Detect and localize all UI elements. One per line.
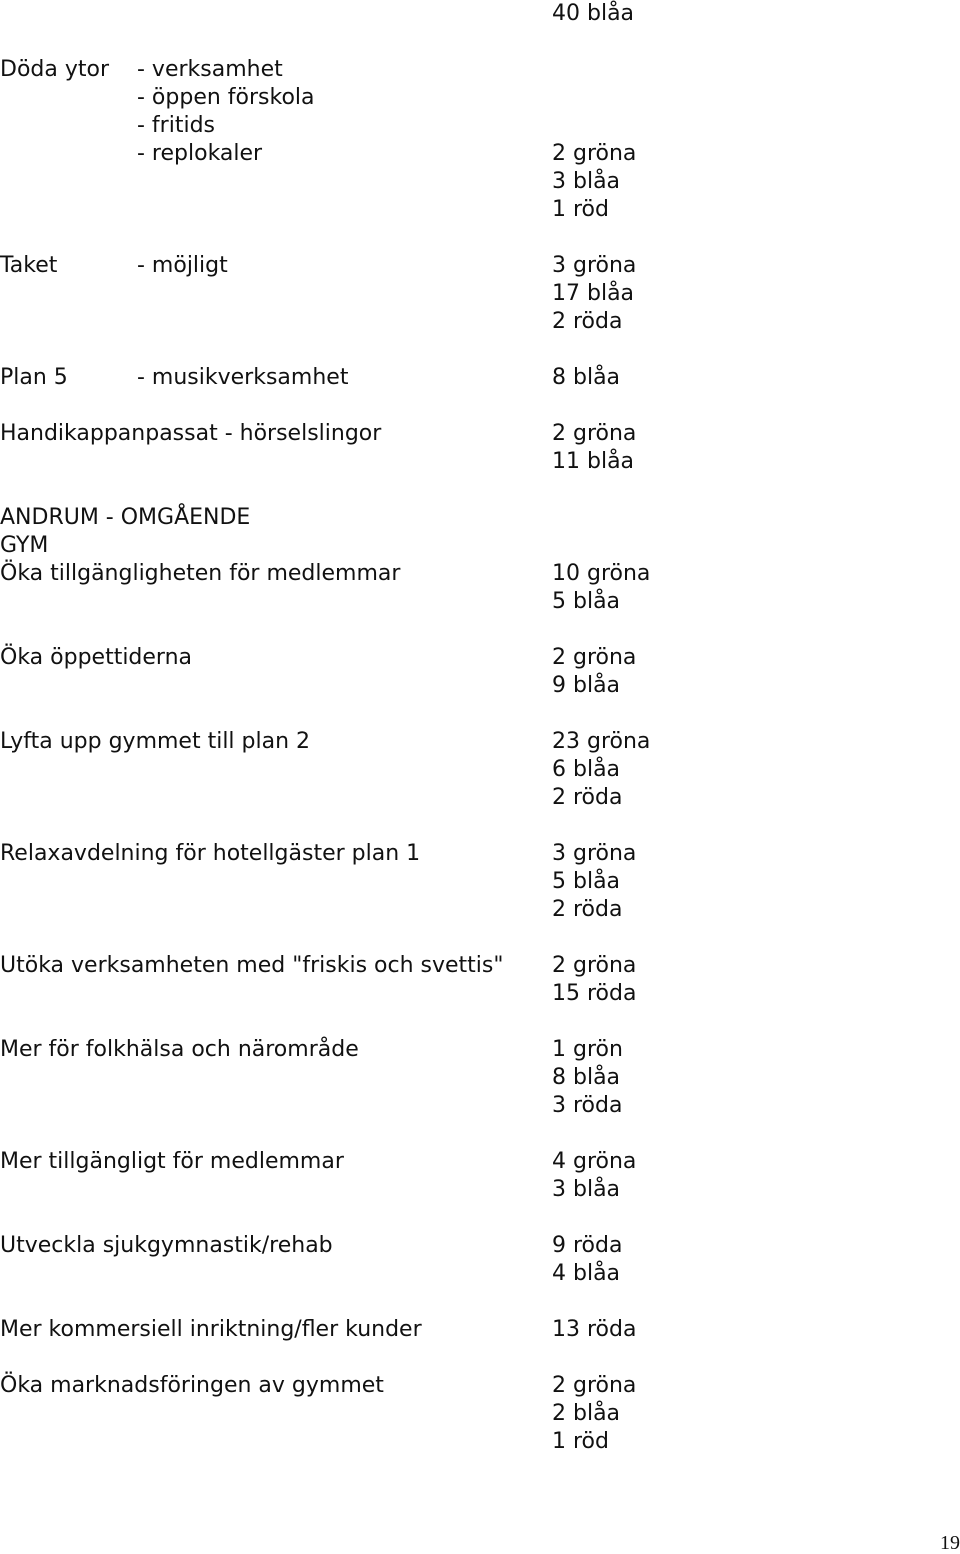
- entry-tally: [552, 644, 636, 700]
- list-item: - verksamhet: [137, 57, 283, 82]
- entry-label: Mer kommersiell inriktning/fler kunder: [0, 1317, 422, 1342]
- handikapp-text: Handikappanpassat - hörselslingor: [0, 421, 382, 446]
- andrum-heading: [0, 504, 250, 560]
- tally-line: 4 gröna: [552, 1149, 637, 1174]
- tally-line: 3 blåa: [552, 1177, 621, 1202]
- tally-line: 2 gröna: [552, 1373, 637, 1398]
- tally-line: 8 blåa: [552, 365, 621, 390]
- entry-label: Öka öppettiderna: [0, 645, 193, 670]
- list-item: - fritids: [137, 113, 215, 138]
- tally-line: 17 blåa: [552, 281, 635, 306]
- tally-line: 23 gröna: [552, 729, 651, 754]
- doda-ytor-heading: Döda ytor: [0, 57, 109, 82]
- tally-line: 2 röda: [552, 785, 623, 810]
- gym-heading-line: GYM: [0, 533, 49, 558]
- plan5-item: - musikverksamhet: [137, 365, 349, 390]
- entry-tally: [552, 1316, 636, 1344]
- tally-line: 3 gröna: [552, 841, 637, 866]
- entry-label: Mer för folkhälsa och närområde: [0, 1037, 359, 1062]
- tally-line: 10 gröna: [552, 561, 651, 586]
- entry-label: Utöka verksamheten med "friskis och svettis": [0, 953, 504, 978]
- list-item: - replokaler: [137, 141, 263, 166]
- handikapp-tally: [552, 420, 636, 476]
- entry-label: Utveckla sjukgymnastik/rehab: [0, 1233, 333, 1258]
- tally-line: 15 röda: [552, 981, 637, 1006]
- entry-label: Lyfta upp gymmet till plan 2: [0, 729, 311, 754]
- tally-line: 40 blåa: [552, 1, 635, 26]
- tally-line: 9 blåa: [552, 673, 621, 698]
- taket-item: - möjligt: [137, 253, 228, 278]
- tally-line: 2 röda: [552, 897, 623, 922]
- tally-line: 3 röda: [552, 1093, 623, 1118]
- andrum-heading-line: ANDRUM - OMGÅENDE: [0, 505, 251, 530]
- entry-label: Relaxavdelning för hotellgäster plan 1: [0, 841, 421, 866]
- tally-line: 13 röda: [552, 1317, 637, 1342]
- entry-tally: [552, 840, 636, 924]
- tally-line: 2 gröna: [552, 421, 637, 446]
- doda-ytor-tally: [552, 140, 636, 224]
- tally-line: 11 blåa: [552, 449, 635, 474]
- tally-line: 2 gröna: [552, 953, 637, 978]
- tally-line: 5 blåa: [552, 589, 621, 614]
- tally-line: 6 blåa: [552, 757, 621, 782]
- entry-tally: [552, 1036, 623, 1120]
- plan5-tally: [552, 364, 620, 392]
- doda-ytor-items: [137, 56, 315, 168]
- tally-line: 5 blåa: [552, 869, 621, 894]
- tally-line: 8 blåa: [552, 1065, 621, 1090]
- taket-tally: [552, 252, 636, 336]
- tally-line: 1 röd: [552, 197, 609, 222]
- tally-line: 2 gröna: [552, 141, 637, 166]
- tally-line: 3 blåa: [552, 169, 621, 194]
- entry-tally: [552, 728, 650, 812]
- entry-tally: [552, 952, 636, 1008]
- taket-heading: Taket: [0, 253, 58, 278]
- entry-tally: [552, 560, 650, 616]
- entry-tally: [552, 1232, 622, 1288]
- tally-line: 2 röda: [552, 309, 623, 334]
- entry-tally: [552, 1148, 636, 1204]
- plan5-heading: Plan 5: [0, 365, 68, 390]
- entry-label: Mer tillgängligt för medlemmar: [0, 1149, 344, 1174]
- tally-line: 2 gröna: [552, 645, 637, 670]
- tally-line: 1 röd: [552, 1429, 609, 1454]
- entry-tally: [552, 1372, 636, 1456]
- page-number: 19: [940, 1532, 960, 1554]
- tally-line: 1 grön: [552, 1037, 623, 1062]
- tally-line: 3 gröna: [552, 253, 637, 278]
- entry-label: Öka tillgängligheten för medlemmar: [0, 561, 401, 586]
- entry-label: Öka marknadsföringen av gymmet: [0, 1373, 384, 1398]
- top-tally: [552, 0, 634, 28]
- tally-line: 9 röda: [552, 1233, 623, 1258]
- tally-line: 4 blåa: [552, 1261, 621, 1286]
- list-item: - öppen förskola: [137, 85, 315, 110]
- tally-line: 2 blåa: [552, 1401, 621, 1426]
